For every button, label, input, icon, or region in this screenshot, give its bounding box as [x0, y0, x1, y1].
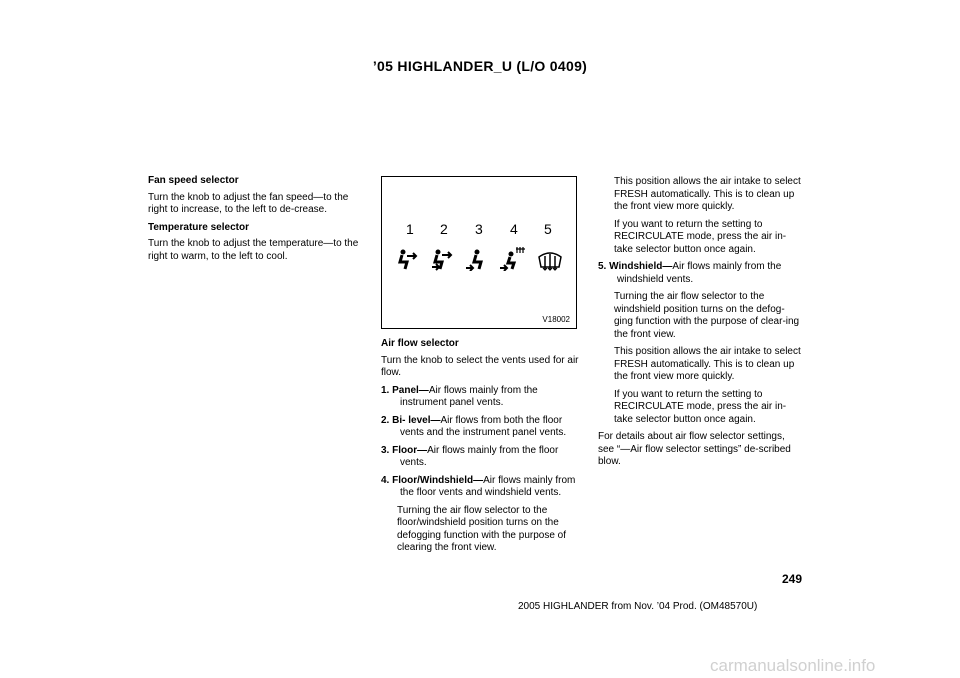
floor-windshield-note: Turning the air flow selector to the floor/windshield position turns on the defogging function with the purpose of clearing the front view. [397, 504, 567, 553]
floor-vent-icon [464, 247, 490, 271]
page-number: 249 [782, 572, 803, 586]
fresh-note: This position allows the air intake to select FRESH automatically. This is to clean up the front view more quickly. [614, 176, 801, 212]
temperature-heading: Temperature selector [148, 221, 249, 233]
document-footer: 2005 HIGHLANDER from Nov. ’04 Prod. (OM48570U) [518, 601, 758, 612]
list-item: 2. Bi- level—Air flows from both the floor vents and the instrument panel vents. [381, 414, 567, 438]
figure-number-2: 2 [440, 221, 448, 237]
temperature-text: Turn the knob to adjust the temperature—to the right to warm, to the left to cool. [148, 238, 359, 262]
fan-speed-text: Turn the knob to adjust the fan speed—to the right to increase, to the left to de-crease. [148, 191, 349, 215]
figure-code: V18002 [542, 315, 570, 324]
figure-number-3: 3 [475, 221, 483, 237]
watermark: carmanualsonline.info [710, 656, 876, 675]
air-flow-heading: Air flow selector [381, 338, 459, 349]
figure-number-1: 1 [406, 221, 414, 237]
list-item: 1. Panel—Air flows mainly from the instrument panel vents. [381, 384, 538, 408]
list-item: 5. Windshield—Air flows mainly from the windshield vents. [598, 261, 782, 285]
recirculate-note: If you want to return the setting to RECIRCULATE mode, press the air in-take selector button once again. [614, 388, 787, 425]
column-middle [381, 338, 579, 560]
fan-speed-heading: Fan speed selector [148, 175, 239, 186]
windshield-note: Turning the air flow selector to the windshield position turns on the defog-ging function with the purpose of clear-ing the front view. [614, 291, 800, 340]
details-reference: For details about air flow selector settings, see “—Air flow selector settings” de-scribed blow. [598, 431, 791, 467]
figure-number-4: 4 [510, 221, 518, 237]
document-header: ’05 HIGHLANDER_U (L/O 0409) [372, 58, 588, 74]
list-item: 3. Floor—Air flows mainly from the floor vents. [381, 444, 559, 468]
bi-level-vent-icon [429, 247, 455, 271]
windshield-defrost-icon [536, 247, 564, 271]
panel-vent-icon [394, 247, 420, 271]
recirculate-note: If you want to return the setting to RECIRCULATE mode, press the air in-take selector button once again. [614, 218, 787, 255]
fresh-note: This position allows the air intake to select FRESH automatically. This is to clean up the front view more quickly. [614, 346, 801, 382]
figure-number-5: 5 [544, 221, 552, 237]
column-right [598, 176, 801, 474]
column-left [148, 175, 362, 268]
air-flow-intro: Turn the knob to select the vents used for air flow. [381, 354, 579, 378]
list-item: 4. Floor/Windshield—Air flows mainly from the floor vents and windshield vents. [381, 474, 576, 498]
air-flow-figure [381, 176, 577, 329]
floor-windshield-vent-icon [499, 247, 527, 271]
